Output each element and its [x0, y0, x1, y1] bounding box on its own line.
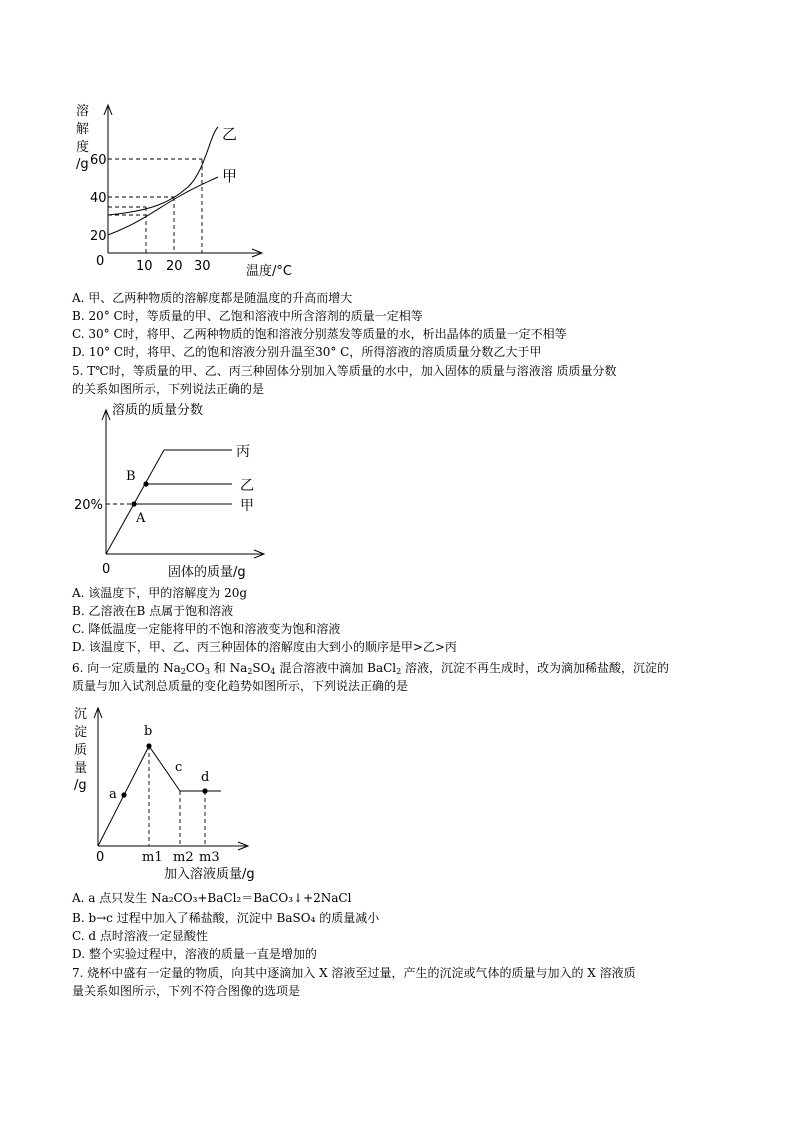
point-label-b: B [126, 469, 136, 484]
q4-option-b: B. 20° C时，等质量的甲、乙饱和溶液中所含溶剂的质量一定相等 [72, 309, 423, 323]
curve-label-yi: 乙 [222, 125, 238, 143]
x-axis-label: 固体的质量/g [168, 565, 246, 580]
curve-label-jia: 甲 [222, 167, 238, 185]
y-label-char: 度 [76, 140, 90, 155]
q6-stem-line1: 6. 向一定质量的 $Na_2CO_3$ 和 $Na_2SO_4$ 混合溶液中滴加 BaCl$_2$ 溶液，沉淀不再生成时，改为滴加稀盐酸，沉淀的 [72, 661, 670, 676]
series-label-yi: 乙 [240, 478, 254, 494]
y-label-char: 解 [76, 122, 90, 137]
y-label-char: /g [74, 778, 87, 793]
point-a [131, 501, 136, 506]
x-axis-label: 加入溶液质量/g [164, 867, 255, 882]
q6-option-b: B. b→c 过程中加入了稀盐酸，沉淀中 BaSO₄ 的质量减小 [72, 911, 380, 925]
x-tick-label: m2 [173, 850, 194, 865]
point-b [146, 743, 151, 748]
point-b [143, 481, 148, 486]
y-label-char: 沉 [74, 707, 88, 722]
q6-option-c: C. d 点时溶液一定显酸性 [72, 929, 208, 943]
series-label-bing: 丙 [236, 444, 250, 460]
point-label-a: A [136, 511, 146, 526]
q5-option-a: A. 该温度下，甲的溶解度为 20g [72, 586, 248, 600]
q7-stem-line1: 7. 烧杯中盛有一定量的物质，向其中逐滴加入 X 溶液至过量，产生的沉淀或气体的质量与加入的 X 溶液质 [72, 966, 636, 980]
y-label-char: 质 [74, 743, 88, 758]
y-label-char: 量 [74, 761, 88, 776]
q4-option-d: D. 10° C时，将甲、乙的饱和溶液分别升温至30° C，所得溶液的溶质质量分数乙大于甲 [72, 345, 542, 359]
y-tick-label: 20 [90, 229, 107, 244]
y-tick-label: 20% [74, 498, 103, 513]
q7-stem-line2: 量关系如图所示，下列不符合图像的选项是 [72, 984, 301, 998]
point-label-b: b [144, 724, 153, 739]
y-tick-label: 40 [90, 191, 107, 206]
y-axis-label: 溶质的质量分数 [112, 403, 204, 418]
point-label-d: d [201, 770, 210, 785]
point-label-c: c [175, 760, 183, 775]
q5-stem-line2: 的关系如图所示，下列说法正确的是 [72, 382, 265, 396]
x-tick-label: m3 [199, 850, 220, 865]
y-label-char: 溶 [76, 104, 90, 119]
origin-label: 0 [102, 562, 111, 577]
q5-option-c: C. 降低温度一定能将甲的不饱和溶液变为饱和溶液 [72, 622, 341, 636]
q6-stem-line2: 质量与加入试剂总质量的变化趋势如图所示，下列说法正确的是 [72, 679, 409, 693]
y-label-char: /g [76, 157, 89, 172]
q5-option-b: B. 乙溶液在B 点属于饱和溶液 [72, 604, 234, 618]
q6-option-a: A. a 点只发生 Na₂CO₃+BaCl₂＝BaCO₃↓+2NaCl [72, 891, 352, 905]
x-tick-label: 30 [194, 259, 211, 274]
x-axis-label: 温度/°C [246, 264, 292, 279]
point-a [121, 792, 126, 797]
q4-option-a: A. 甲、乙两种物质的溶解度都是随温度的升高而增大 [72, 291, 353, 305]
q5-option-d: D. 该温度下，甲、乙、丙三种固体的溶解度由大到小的顺序是甲>乙>丙 [72, 640, 457, 654]
point-d [202, 788, 207, 793]
q4-option-c: C. 30° C时，将甲、乙两种物质的饱和溶液分别蒸发等质量的水，析出晶体的质量一定不相等 [72, 327, 567, 341]
mass-fraction-chart [66, 398, 286, 582]
q6-option-d: D. 整个实验过程中，溶液的质量一直是增加的 [72, 947, 317, 961]
point-label-a: a [109, 787, 117, 802]
solubility-chart [60, 95, 320, 285]
y-label-char: 淀 [74, 725, 88, 740]
y-tick-label: 60 [90, 153, 107, 168]
x-tick-label: m1 [142, 850, 163, 865]
x-tick-label: 20 [166, 259, 183, 274]
origin-label: 0 [96, 254, 105, 269]
q5-stem-line1: 5. T℃时，等质量的甲、乙、丙三种固体分别加入等质量的水中，加入固体的质量与溶液溶 质质量分数 [72, 364, 617, 378]
series-label-jia: 甲 [240, 498, 254, 514]
x-tick-label: 10 [136, 259, 153, 274]
precipitate-chart [66, 698, 286, 884]
origin-label: 0 [96, 850, 105, 865]
